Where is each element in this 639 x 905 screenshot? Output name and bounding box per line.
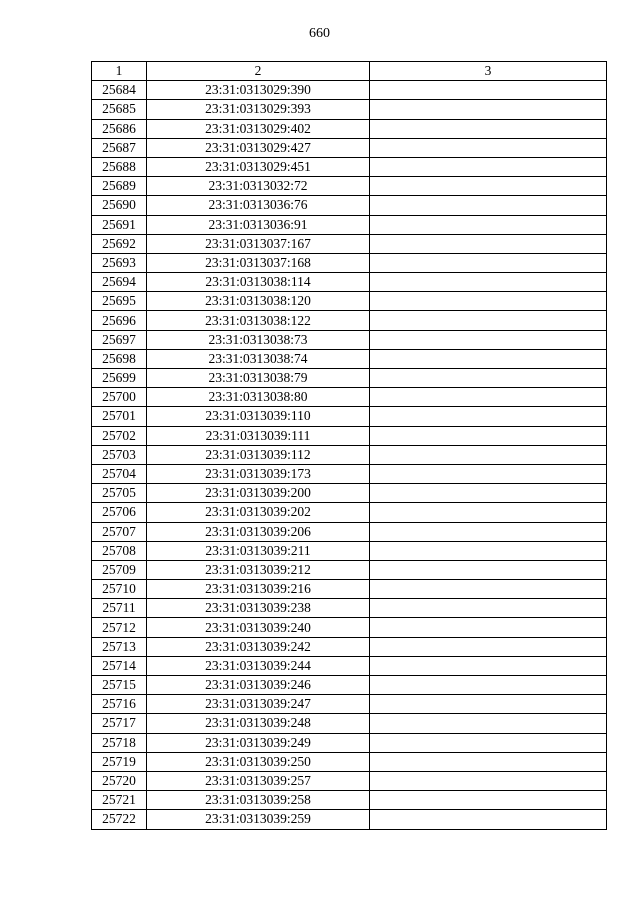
table-row [92, 752, 607, 771]
table-cell-col-2: 23:31:0313039:216 [147, 580, 370, 599]
table-cell-col-2: 23:31:0313038:120 [147, 292, 370, 311]
table-cell-col-2: 23:31:0313038:74 [147, 349, 370, 368]
table-cell-col-2: 23:31:0313038:79 [147, 369, 370, 388]
table-cell-col-1: 25722 [92, 810, 147, 829]
table-cell-col-3 [370, 157, 607, 176]
table-cell-col-3 [370, 273, 607, 292]
table-cell-col-2: 23:31:0313039:238 [147, 599, 370, 618]
table-cell-col-2: 23:31:0313039:240 [147, 618, 370, 637]
table-cell-col-1: 25711 [92, 599, 147, 618]
table-cell-col-1: 25707 [92, 522, 147, 541]
table-cell-col-3 [370, 81, 607, 100]
table-cell-col-1: 25694 [92, 273, 147, 292]
header-row [92, 62, 607, 81]
table-cell-col-3 [370, 676, 607, 695]
table-cell-col-1: 25710 [92, 580, 147, 599]
table-cell-col-1: 25706 [92, 503, 147, 522]
table-cell-col-2: 23:31:0313038:114 [147, 273, 370, 292]
table-cell-col-1: 25708 [92, 541, 147, 560]
table-cell-col-2: 23:31:0313039:246 [147, 676, 370, 695]
table-cell-col-2: 23:31:0313039:257 [147, 771, 370, 790]
table-row [92, 253, 607, 272]
table-row [92, 234, 607, 253]
table-cell-col-1: 25713 [92, 637, 147, 656]
table-row [92, 771, 607, 790]
table-cell-col-1: 25686 [92, 119, 147, 138]
table-row [92, 157, 607, 176]
table-cell-col-2: 23:31:0313038:80 [147, 388, 370, 407]
table-cell-col-3 [370, 714, 607, 733]
table-cell-col-3 [370, 503, 607, 522]
table-row [92, 560, 607, 579]
table-row [92, 311, 607, 330]
table-cell-col-3 [370, 138, 607, 157]
table-cell-col-1: 25689 [92, 177, 147, 196]
table-cell-col-3 [370, 177, 607, 196]
table-cell-col-3 [370, 599, 607, 618]
table-cell-col-3 [370, 407, 607, 426]
table-cell-col-1: 25697 [92, 330, 147, 349]
table-cell-col-1: 25688 [92, 157, 147, 176]
table-cell-col-2: 23:31:0313039:244 [147, 656, 370, 675]
table-cell-col-1: 25691 [92, 215, 147, 234]
table-cell-col-3 [370, 292, 607, 311]
table-row [92, 714, 607, 733]
table-cell-col-1: 25717 [92, 714, 147, 733]
table-cell-col-2: 23:31:0313029:402 [147, 119, 370, 138]
table-row [92, 388, 607, 407]
table-row [92, 733, 607, 752]
table-cell-col-2: 23:31:0313039:259 [147, 810, 370, 829]
table-cell-col-3 [370, 618, 607, 637]
table-row [92, 618, 607, 637]
table-row [92, 81, 607, 100]
page-number: 660 [309, 26, 330, 41]
table-row [92, 599, 607, 618]
table-row [92, 522, 607, 541]
table-row [92, 656, 607, 675]
table-cell-col-1: 25712 [92, 618, 147, 637]
header-col-1: 1 [92, 62, 147, 81]
table-cell-col-3 [370, 580, 607, 599]
table-cell-col-1: 25698 [92, 349, 147, 368]
table-cell-col-3 [370, 445, 607, 464]
table-cell-col-1: 25702 [92, 426, 147, 445]
table-cell-col-1: 25684 [92, 81, 147, 100]
table-row [92, 119, 607, 138]
table-cell-col-1: 25709 [92, 560, 147, 579]
table-cell-col-2: 23:31:0313039:258 [147, 791, 370, 810]
table-cell-col-2: 23:31:0313038:73 [147, 330, 370, 349]
table-cell-col-1: 25695 [92, 292, 147, 311]
table-cell-col-3 [370, 369, 607, 388]
table-cell-col-2: 23:31:0313039:212 [147, 560, 370, 579]
table-row [92, 273, 607, 292]
table-cell-col-1: 25685 [92, 100, 147, 119]
table-cell-col-3 [370, 464, 607, 483]
table-cell-col-2: 23:31:0313029:390 [147, 81, 370, 100]
table-cell-col-2: 23:31:0313036:76 [147, 196, 370, 215]
table-cell-col-1: 25703 [92, 445, 147, 464]
table-cell-col-1: 25699 [92, 369, 147, 388]
table-cell-col-1: 25705 [92, 484, 147, 503]
table-cell-col-2: 23:31:0313039:248 [147, 714, 370, 733]
table-cell-col-2: 23:31:0313032:72 [147, 177, 370, 196]
header-col-2: 2 [147, 62, 370, 81]
table-cell-col-3 [370, 560, 607, 579]
table-cell-col-2: 23:31:0313039:173 [147, 464, 370, 483]
table-row [92, 810, 607, 829]
table-row [92, 369, 607, 388]
table-cell-col-1: 25700 [92, 388, 147, 407]
table-cell-col-1: 25696 [92, 311, 147, 330]
table-cell-col-3 [370, 311, 607, 330]
table-cell-col-3 [370, 541, 607, 560]
table-cell-col-1: 25719 [92, 752, 147, 771]
table-row [92, 791, 607, 810]
table-row [92, 426, 607, 445]
table-cell-col-2: 23:31:0313039:112 [147, 445, 370, 464]
table-cell-col-1: 25701 [92, 407, 147, 426]
table-body [92, 81, 607, 829]
table-cell-col-3 [370, 330, 607, 349]
table-row [92, 349, 607, 368]
table-cell-col-1: 25721 [92, 791, 147, 810]
table-cell-col-2: 23:31:0313029:393 [147, 100, 370, 119]
table-cell-col-2: 23:31:0313039:202 [147, 503, 370, 522]
table-row [92, 177, 607, 196]
table-cell-col-3 [370, 771, 607, 790]
table-cell-col-3 [370, 656, 607, 675]
table-row [92, 292, 607, 311]
table-cell-col-2: 23:31:0313039:211 [147, 541, 370, 560]
table-cell-col-2: 23:31:0313039:247 [147, 695, 370, 714]
table-cell-col-3 [370, 733, 607, 752]
table-row [92, 215, 607, 234]
table-row [92, 330, 607, 349]
table-row [92, 464, 607, 483]
table-cell-col-3 [370, 752, 607, 771]
table-cell-col-1: 25687 [92, 138, 147, 157]
header-col-3: 3 [370, 62, 607, 81]
table-cell-col-3 [370, 388, 607, 407]
table-cell-col-3 [370, 215, 607, 234]
table-cell-col-2: 23:31:0313039:206 [147, 522, 370, 541]
table-cell-col-3 [370, 253, 607, 272]
table-cell-col-1: 25716 [92, 695, 147, 714]
table-row [92, 407, 607, 426]
table-cell-col-1: 25690 [92, 196, 147, 215]
table-row [92, 196, 607, 215]
table-cell-col-2: 23:31:0313039:249 [147, 733, 370, 752]
table-cell-col-2: 23:31:0313036:91 [147, 215, 370, 234]
table-cell-col-3 [370, 637, 607, 656]
table-cell-col-3 [370, 349, 607, 368]
table-row [92, 100, 607, 119]
table-cell-col-1: 25714 [92, 656, 147, 675]
table-row [92, 637, 607, 656]
table-cell-col-2: 23:31:0313037:167 [147, 234, 370, 253]
table-row [92, 676, 607, 695]
table-cell-col-2: 23:31:0313038:122 [147, 311, 370, 330]
table-cell-col-2: 23:31:0313039:110 [147, 407, 370, 426]
table-cell-col-1: 25715 [92, 676, 147, 695]
table-cell-col-3 [370, 791, 607, 810]
table-cell-col-1: 25704 [92, 464, 147, 483]
table-cell-col-2: 23:31:0313037:168 [147, 253, 370, 272]
table-cell-col-2: 23:31:0313039:111 [147, 426, 370, 445]
table-cell-col-3 [370, 426, 607, 445]
table-row [92, 484, 607, 503]
table-cell-col-3 [370, 695, 607, 714]
table-cell-col-2: 23:31:0313029:427 [147, 138, 370, 157]
table-cell-col-3 [370, 234, 607, 253]
table-row [92, 580, 607, 599]
table-row [92, 541, 607, 560]
table-row [92, 695, 607, 714]
table-cell-col-3 [370, 810, 607, 829]
table-cell-col-1: 25718 [92, 733, 147, 752]
table-cell-col-2: 23:31:0313039:250 [147, 752, 370, 771]
data-table [91, 61, 607, 830]
table-row [92, 138, 607, 157]
table-cell-col-3 [370, 100, 607, 119]
table-cell-col-2: 23:31:0313029:451 [147, 157, 370, 176]
table-cell-col-2: 23:31:0313039:200 [147, 484, 370, 503]
table-cell-col-1: 25692 [92, 234, 147, 253]
table-cell-col-2: 23:31:0313039:242 [147, 637, 370, 656]
table-cell-col-1: 25720 [92, 771, 147, 790]
table-row [92, 445, 607, 464]
table-row [92, 503, 607, 522]
table-cell-col-1: 25693 [92, 253, 147, 272]
table-cell-col-3 [370, 119, 607, 138]
table-cell-col-3 [370, 196, 607, 215]
table-cell-col-3 [370, 522, 607, 541]
table-cell-col-3 [370, 484, 607, 503]
